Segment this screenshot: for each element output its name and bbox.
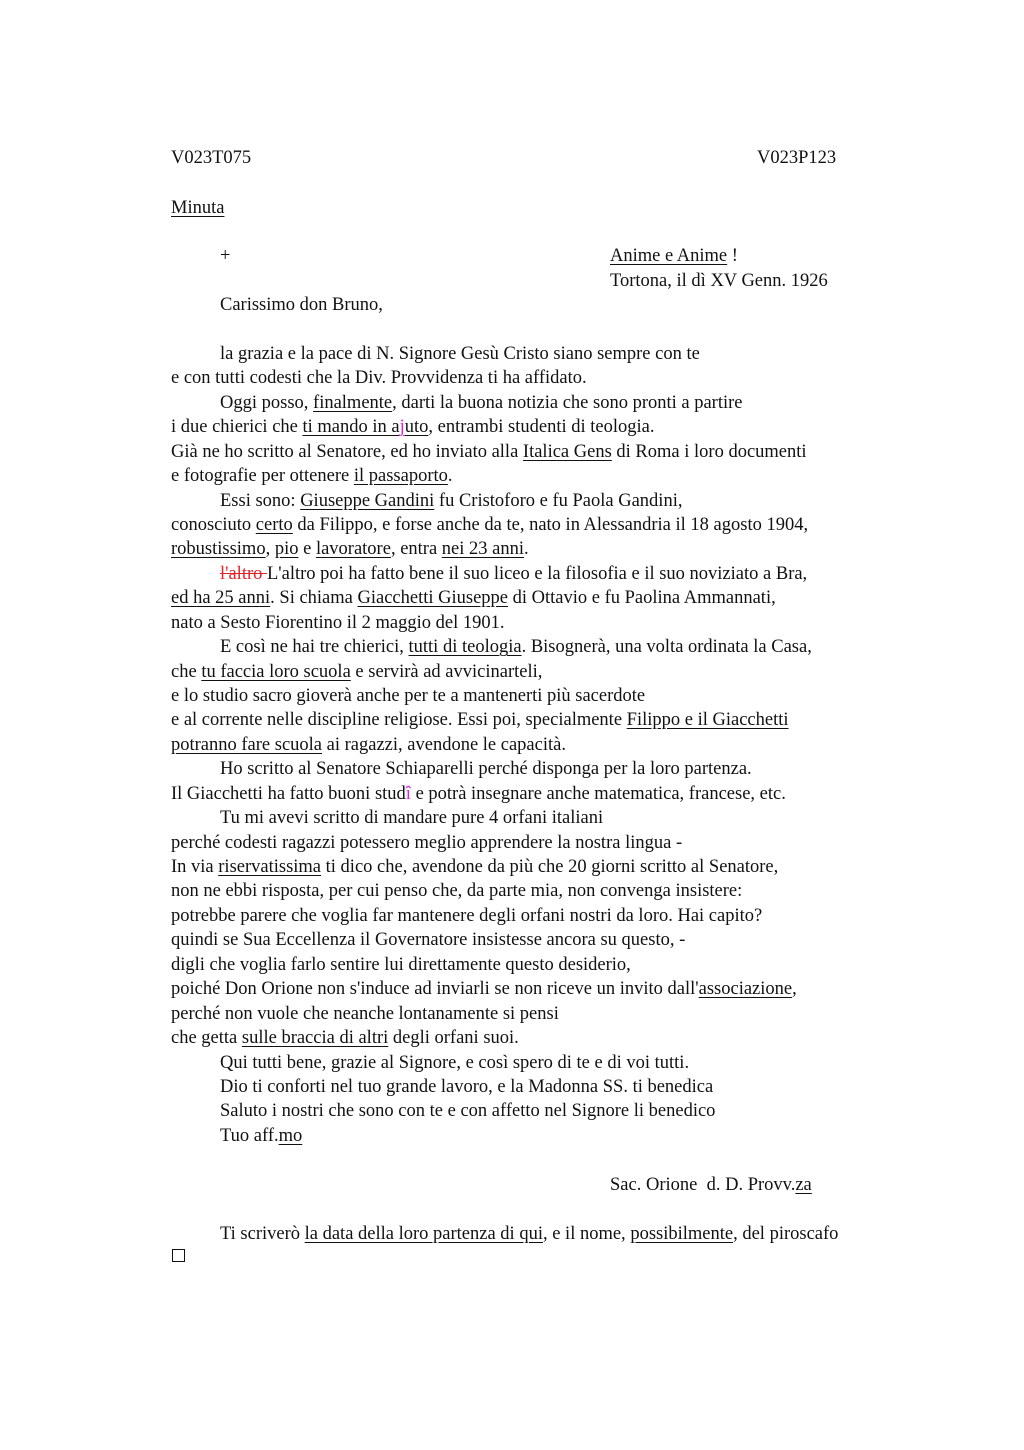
body-line: Essi sono: Giuseppe Gandini fu Cristoforo e fu Paola Gandini, (220, 491, 683, 511)
body-line: ed ha 25 anni. Si chiama Giacchetti Giuseppe di Ottavio e fu Paolina Ammannati, (171, 588, 776, 608)
body-line: Tu mi avevi scritto di mandare pure 4 orfani italiani (220, 808, 604, 828)
body-line: nato a Sesto Fiorentino il 2 maggio del 1901. (171, 613, 505, 633)
body-line: e con tutti codesti che la Div. Provvidenza ti ha affidato. (171, 368, 587, 388)
body-line: Qui tutti bene, grazie al Signore, e così spero di te e di voi tutti. (220, 1053, 690, 1073)
body-line: Il Giacchetti ha fatto buoni studî e potrà insegnare anche matematica, francese, etc. (171, 784, 786, 804)
place-date: Tortona, il dì XV Genn. 1926 (610, 271, 828, 291)
body-line: e fotografie per ottenere il passaporto. (171, 466, 453, 486)
body-line: Dio ti conforti nel tuo grande lavoro, e la Madonna SS. ti benedica (220, 1077, 714, 1097)
body-line: Saluto i nostri che sono con te e con affetto nel Signore li benedico (220, 1101, 716, 1121)
body-line: i due chierici che ti mando in ajuto, entrambi studenti di teologia. (171, 417, 655, 437)
body-line: digli che voglia farlo sentire lui direttamente questo desiderio, (171, 955, 631, 975)
body-line: robustissimo, pio e lavoratore, entra nei 23 anni. (171, 539, 529, 559)
body-line: che getta sulle braccia di altri degli orfani suoi. (171, 1028, 519, 1048)
body-line: potrebbe parere che voglia far mantenere degli orfani nostri da loro. Hai capito? (171, 906, 763, 926)
body-line: la grazia e la pace di N. Signore Gesù Cristo siano sempre con te (220, 344, 700, 364)
postscript: Ti scriverò la data della loro partenza di qui, e il nome, possibilmente, del piroscafo (220, 1224, 839, 1244)
body-line: non ne ebbi risposta, per cui penso che, da parte mia, non convenga insistere: (171, 881, 743, 901)
body-line: Ho scritto al Senatore Schiaparelli perché disponga per la loro partenza. (220, 759, 752, 779)
body-line: potranno fare scuola ai ragazzi, avendone le capacità. (171, 735, 566, 755)
body-line: E così ne hai tre chierici, tutti di teologia. Bisognerà, una volta ordinata la Casa, (220, 637, 812, 657)
body-line: Già ne ho scritto al Senatore, ed ho inviato alla Italica Gens di Roma i loro documenti (171, 442, 807, 462)
body-line: quindi se Sua Eccellenza il Governatore insistesse ancora su questo, - (171, 930, 686, 950)
body-line: perché non vuole che neanche lontanamente si pensi (171, 1004, 559, 1024)
minuta-label: Minuta (171, 198, 225, 218)
body-line: e lo studio sacro gioverà anche per te a mantenerti più sacerdote (171, 686, 646, 706)
salutation: Carissimo don Bruno, (220, 295, 383, 315)
body-line: Oggi posso, finalmente, darti la buona notizia che sono pronti a partire (220, 393, 743, 413)
body-line: In via riservatissima ti dico che, avendone da più che 20 giorni scritto al Senatore, (171, 857, 779, 877)
body-line: che tu faccia loro scuola e servirà ad avvicinarteli, (171, 662, 543, 682)
doc-code-left: V023T075 (171, 148, 252, 168)
checkbox-square-icon (172, 1249, 185, 1262)
cross-symbol: + (220, 246, 231, 266)
signature: Sac. Orione d. D. Provv.za (610, 1175, 812, 1195)
doc-code-right: V023P123 (757, 148, 837, 168)
body-line: perché codesti ragazzi potessero meglio apprendere la nostra lingua - (171, 833, 683, 853)
body-line: conosciuto certo da Filippo, e forse anche da te, nato in Alessandria il 18 agosto 1904, (171, 515, 809, 535)
body-line: poiché Don Orione non s'induce ad inviarli se non riceve un invito dall'associazione, (171, 979, 797, 999)
body-line: e al corrente nelle discipline religiose. Essi poi, specialmente Filippo e il Giacchetti (171, 710, 789, 730)
motto: Anime e Anime ! (610, 246, 738, 266)
deleted-text: l'altro (220, 564, 267, 584)
closing-line: Tuo aff.mo (220, 1126, 303, 1146)
body-line: l'altro L'altro poi ha fatto bene il suo liceo e la filosofia e il suo noviziato a Bra, (220, 564, 808, 584)
